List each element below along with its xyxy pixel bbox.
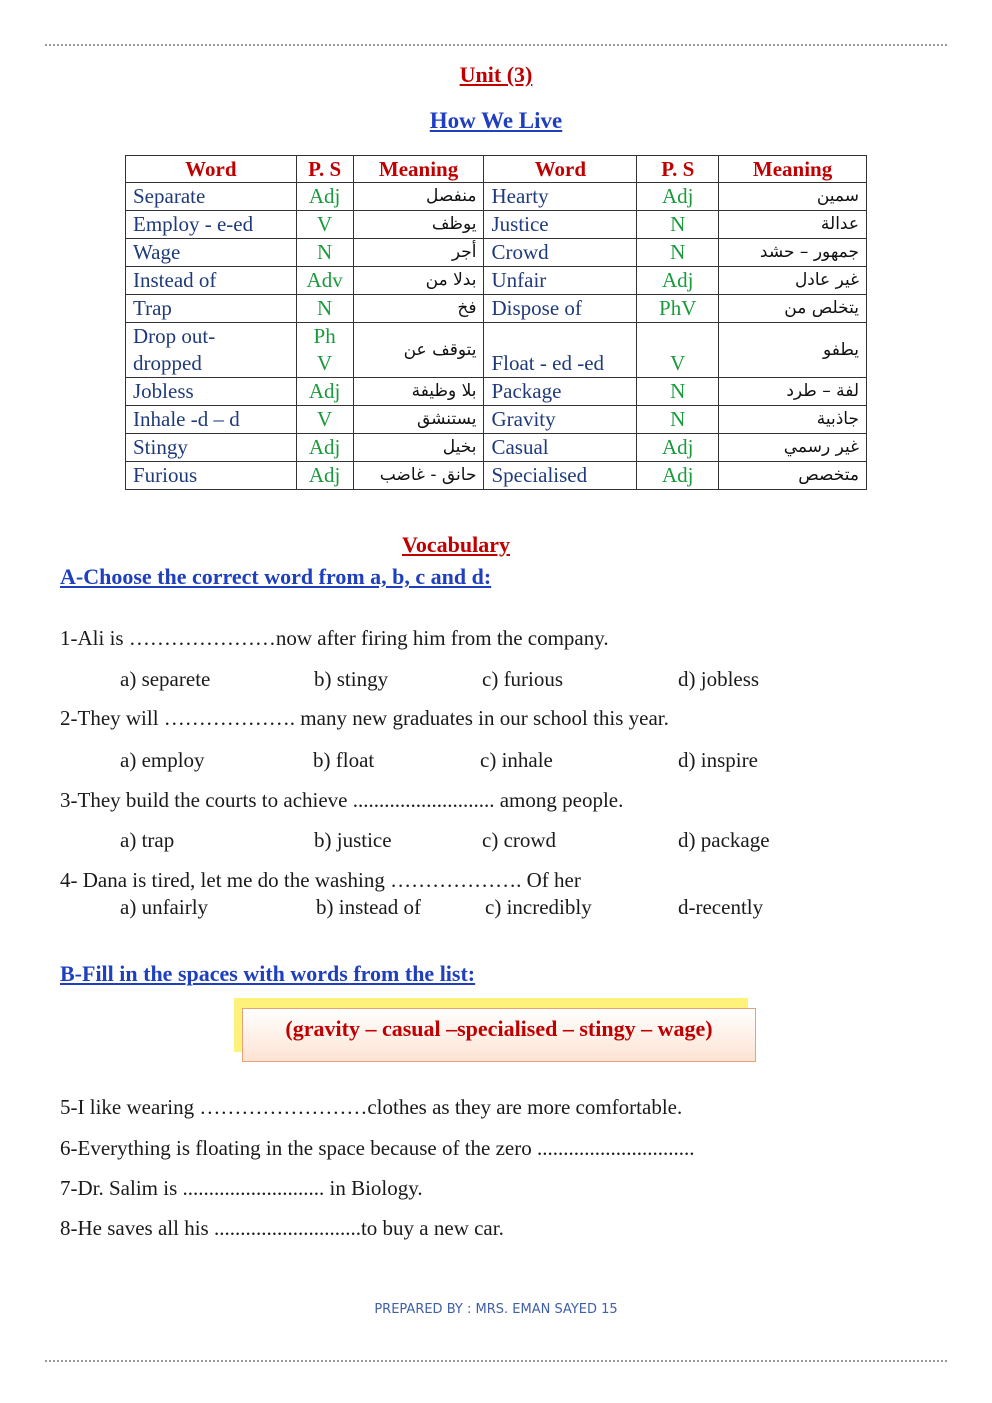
meaning-cell: عدالة [719, 211, 867, 239]
part-of-speech-cell: N [296, 295, 353, 323]
word-cell: Crowd [484, 239, 637, 267]
table-row [126, 211, 867, 239]
header-word: Word [126, 156, 297, 183]
meaning-cell: جاذبية [719, 406, 867, 434]
part-of-speech-cell: V [296, 406, 353, 434]
word-cell: Package [484, 378, 637, 406]
sentence-8: 8-He saves all his ............................to buy a new car. [60, 1216, 504, 1240]
word-cell: Instead of [126, 267, 297, 295]
word-cell [126, 323, 297, 378]
meaning-cell: بلا وظيفة [353, 378, 484, 406]
word-cell: Specialised [484, 462, 637, 490]
option-a: a) separete [120, 667, 211, 691]
table-row [126, 378, 867, 406]
meaning-cell: غير عادل [719, 267, 867, 295]
option-b: b) justice [314, 828, 392, 852]
header-meaning: Meaning [353, 156, 484, 183]
part-of-speech-cell: N [637, 406, 719, 434]
meaning-cell: يستنشق [353, 406, 484, 434]
meaning-cell: يتخلص من [719, 295, 867, 323]
meaning-cell: حانق - غاضب [353, 462, 484, 490]
meaning-cell: أجر [353, 239, 484, 267]
sentence-5: 5-I like wearing ……………………clothes as they are more comfortable. [60, 1095, 683, 1119]
meaning-cell: بخيل [353, 434, 484, 462]
table-row [126, 406, 867, 434]
part-of-speech-cell: Adj [637, 434, 719, 462]
part-of-speech-cell: V [637, 323, 719, 378]
part-of-speech-cell: V [296, 211, 353, 239]
question-2: 2-They will ………………. many new graduates in our school this year. [60, 706, 669, 730]
word-cell: Jobless [126, 378, 297, 406]
option-c: c) crowd [482, 828, 557, 852]
bottom-dotted-border [45, 1360, 947, 1362]
meaning-cell: يتوقف عن [353, 323, 484, 378]
header-word: Word [484, 156, 637, 183]
header-part-of-speech: P. S [637, 156, 719, 183]
table-header-row [126, 156, 867, 183]
option-d: d) inspire [678, 748, 758, 772]
option-a: a) unfairly [120, 895, 209, 919]
word-list: (gravity – casual –specialised – stingy – wage) [285, 1016, 713, 1041]
word-cell: Employ - e-ed [126, 211, 297, 239]
lesson-title: How We Live [429, 108, 563, 133]
word-cell: Gravity [484, 406, 637, 434]
table-row [126, 434, 867, 462]
part-of-speech-cell [296, 323, 353, 378]
section-b-heading: B-Fill in the spaces with words from the list: [60, 961, 476, 986]
part-of-speech-cell: Adv [296, 267, 353, 295]
meaning-cell: سمين [719, 183, 867, 211]
part-of-speech-cell: N [637, 211, 719, 239]
word-cell: Separate [126, 183, 297, 211]
option-d: d) jobless [678, 667, 760, 691]
part-of-speech-cell: Adj [637, 267, 719, 295]
meaning-cell: غير رسمي [719, 434, 867, 462]
word-cell: Trap [126, 295, 297, 323]
meaning-cell: يطفو [719, 323, 867, 378]
option-a: a) employ [120, 748, 205, 772]
part-of-speech-cell: Adj [296, 183, 353, 211]
meaning-cell: يوظف [353, 211, 484, 239]
part-of-speech-cell: N [637, 239, 719, 267]
option-b: b) float [313, 748, 375, 772]
word-cell: Wage [126, 239, 297, 267]
word-line: dropped [133, 351, 202, 375]
table-row [126, 267, 867, 295]
part-of-speech-cell: Adj [296, 378, 353, 406]
option-b: b) instead of [316, 895, 421, 919]
table-row [126, 183, 867, 211]
question-1: 1-Ali is …………………now after firing him from the company. [60, 626, 609, 650]
table-row [126, 295, 867, 323]
meaning-cell: منفصل [353, 183, 484, 211]
header-part-of-speech: P. S [296, 156, 353, 183]
table-row [126, 239, 867, 267]
meaning-cell: فخ [353, 295, 484, 323]
word-cell: Dispose of [484, 295, 637, 323]
meaning-cell: لفة – طرد [719, 378, 867, 406]
word-cell: Justice [484, 211, 637, 239]
part-of-speech-cell: Adj [296, 462, 353, 490]
table-row [126, 323, 867, 378]
table-row [126, 462, 867, 490]
footer-credit: PREPARED BY : MRS. EMAN SAYED 15 [374, 1302, 618, 1317]
option-c: c) furious [482, 667, 564, 691]
option-d: d-recently [678, 895, 764, 919]
question-3: 3-They build the courts to achieve ........................... among people. [60, 788, 624, 812]
part-of-speech-cell: N [296, 239, 353, 267]
part-of-speech-cell: PhV [637, 295, 719, 323]
word-cell: Unfair [484, 267, 637, 295]
part-of-speech-cell: Adj [296, 434, 353, 462]
sentence-7: 7-Dr. Salim is ........................... in Biology. [60, 1176, 423, 1200]
part-of-speech-cell: Adj [637, 183, 719, 211]
meaning-cell: متخصص [719, 462, 867, 490]
option-c: c) inhale [480, 748, 553, 772]
vocabulary-table [125, 155, 867, 490]
meaning-cell: جمهور – حشد [719, 239, 867, 267]
header-meaning: Meaning [719, 156, 867, 183]
section-a-heading: A-Choose the correct word from a, b, c and d: [60, 564, 492, 589]
vocabulary-heading: Vocabulary [402, 532, 510, 557]
word-cell: Hearty [484, 183, 637, 211]
part-of-speech-cell: Adj [637, 462, 719, 490]
sentence-6: 6-Everything is floating in the space because of the zero .............................. [60, 1136, 695, 1160]
question-4: 4- Dana is tired, let me do the washing ………………. Of her [60, 868, 581, 892]
option-d: d) package [678, 828, 770, 852]
unit-title: Unit (3) [459, 62, 533, 87]
word-cell: Stingy [126, 434, 297, 462]
part-of-speech-line: V [317, 351, 333, 375]
option-a: a) trap [120, 828, 175, 852]
word-cell: Casual [484, 434, 637, 462]
word-cell: Float - ed -ed [484, 323, 637, 378]
option-b: b) stingy [314, 667, 389, 691]
part-of-speech-cell: N [637, 378, 719, 406]
word-cell: Inhale -d – d [126, 406, 297, 434]
word-line: Drop out- [133, 324, 216, 348]
part-of-speech-line: Ph [313, 324, 336, 348]
meaning-cell: بدلا من [353, 267, 484, 295]
top-dotted-border [45, 44, 947, 46]
word-cell: Furious [126, 462, 297, 490]
option-c: c) incredibly [485, 895, 592, 919]
